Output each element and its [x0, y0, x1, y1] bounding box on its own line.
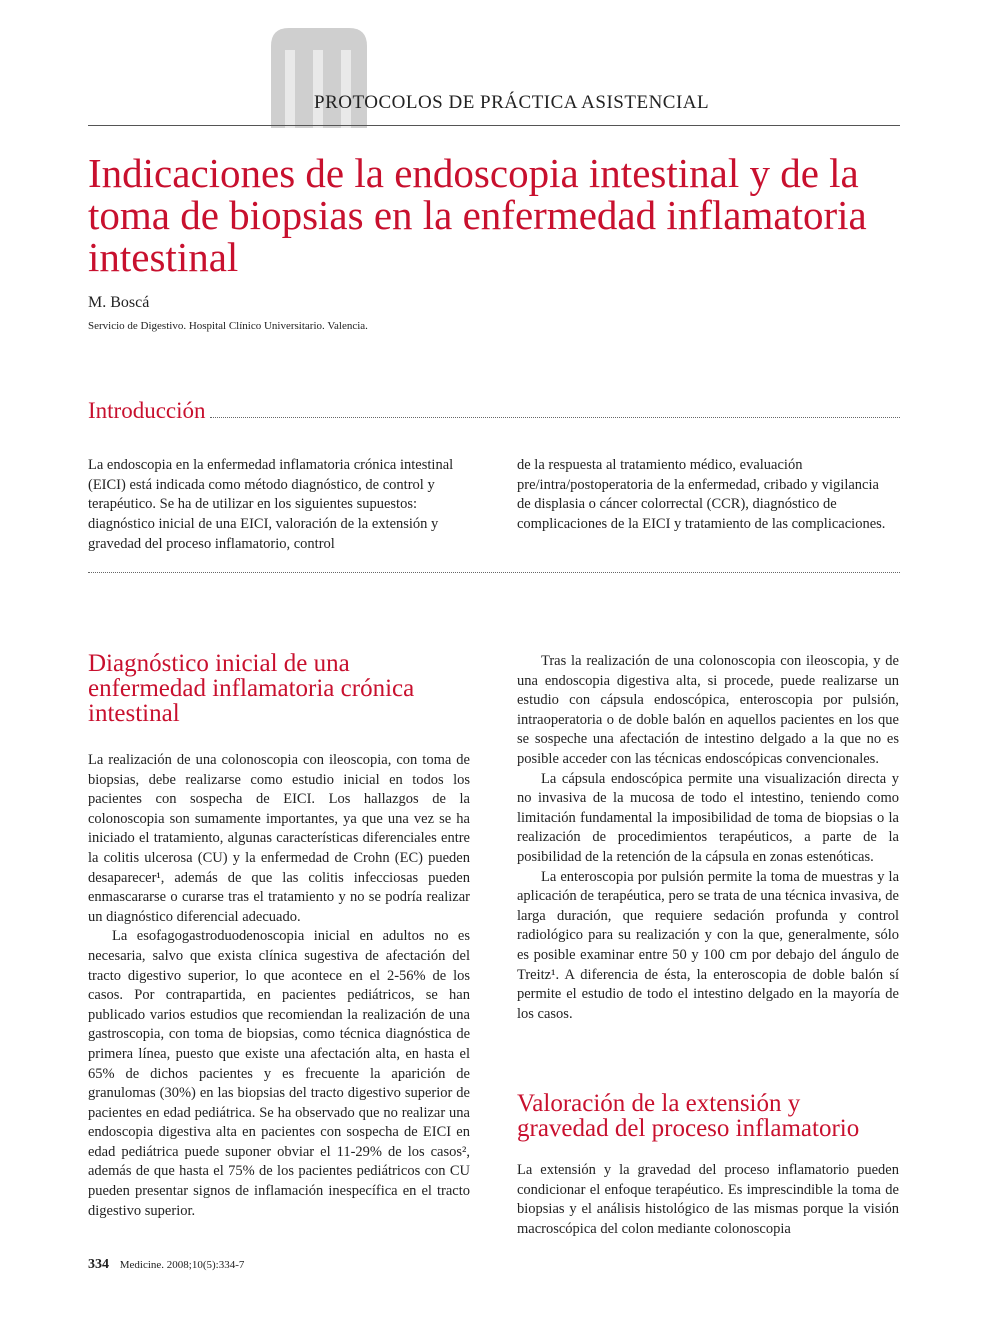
right-column-body-2 — [517, 1161, 899, 1239]
intro-bottom-rule — [88, 572, 900, 573]
section-label: PROTOCOLOS DE PRÁCTICA ASISTENCIAL — [314, 92, 710, 113]
header-rule — [88, 125, 900, 126]
paragraph: La extensión y la gravedad del proceso inflamatorio pueden condicionar el enfoque terapéutico. Es imprescindible la toma de biopsias y el análisis histológico de las mismas porque la visión macroscópica del colon mediante colonoscopia — [517, 1162, 899, 1237]
paragraph: La enteroscopia por pulsión permite la toma de muestras y la aplicación de terapéutica, pero se trata de una técnica invasiva, de larga duración, que requiere sedación profunda y control radiológico para su realización y con la que, generalmente, sólo es posible examinar entre 50 y 100 cm por debajo del ángulo de Treitz¹. A diferencia de ésta, la enteroscopia de doble balón sí permite el estudio de todo el intestino delgado en la mayoría de los casos. — [517, 868, 899, 1022]
paragraph: La cápsula endoscópica permite una visualización directa y no invasiva de la mucosa de todo el intestino, teniendo como limitación fundamental la imposibilidad de toma de biopsias o la realización de procedimientos terapéuticos, a parte de la posibilidad de la retención de la cápsula en zonas estenóticas. — [517, 770, 899, 865]
intro-heading: Introducción — [88, 398, 206, 423]
page-footer — [88, 1257, 244, 1273]
affiliation: Servicio de Digestivo. Hospital Clínico Universitario. Valencia. — [88, 320, 368, 332]
left-column-body — [88, 751, 470, 1221]
dotted-leader — [210, 399, 900, 418]
paragraph: La esofagogastroduodenoscopia inicial en adultos no es necesaria, salvo que exista clínica sugestiva de afectación del tracto digestivo superior, lo que acontece en el 2-56% de los casos. Por contrapartida, en pacientes pediátricos, se han publicado varios estudios que recomiendan la realización de una gastroscopia, con toma de biopsias, como técnica diagnóstica de primera línea, puesto que existe una afectación alta, en hasta el 65% de dichos pacientes y es frecuente la aparición de granulomas (30%) en las biopsias del tracto digestivo superior de pacientes en edad pediátrica. Se ha observado que no realizar una endoscopia digestiva alta en pacientes con sospecha de EICI en edad pediátrica puede suponer obviar el 11-29% de los casos², además de que hasta el 75% de los pacientes pediátricos con CU pueden presentar signos de inflamación inespecífica en el tracto digestivo superior. — [88, 928, 470, 1219]
paragraph: Tras la realización de una colonoscopia con ileoscopia, y de una endoscopia digestiva alta, si procede, puede realizarse un estudio con cápsula endoscópica, enteroscopia por pulsión, intraoperatoria o de doble balón en aquellos pacientes en los que se sospeche una afectación de intestino delgado a la que no es posible acceder con las técnicas endoscópicas convencionales. — [517, 653, 899, 767]
citation: Medicine. 2008;10(5):334-7 — [119, 1259, 245, 1271]
paragraph: La realización de una colonoscopia con ileoscopia, con toma de biopsias, debe realizarse como estudio inicial en todos los pacientes con sospecha de EICI. Los hallazgos de la colonoscopia son sumamente importantes, ya que una vez se ha iniciado el tratamiento, algunas características diferenciales entre la colitis ulcerosa (CU) y la enfermedad de Crohn (EC) pueden desaparecer¹, además de que las colitis infecciosas pueden enmascararse o curarse tras el tratamiento y no se podría realizar un diagnóstico diferencial adecuado. — [88, 752, 470, 925]
page-number: 334 — [88, 1257, 109, 1272]
author: M. Boscá — [88, 294, 150, 311]
intro-heading-row — [88, 398, 900, 428]
article-title: Indicaciones de la endoscopia intestinal y de la toma de biopsias en la enfermedad inflamatoria intestinal — [88, 150, 867, 280]
section-heading-valoracion: Valoración de la extensión y gravedad del proceso inflamatorio — [517, 1090, 860, 1142]
section-heading-diagnostico: Diagnóstico inicial de una enfermedad inflamatoria crónica intestinal — [88, 650, 415, 727]
intro-text-right: de la respuesta al tratamiento médico, evaluación pre/intra/postoperatoria de la enfermedad, cribado y vigilancia de displasia o cáncer colorrectal (CCR), diagnóstico de complicaciones de la EICI y tratamiento de las complicaciones. — [517, 457, 886, 533]
intro-text-left: La endoscopia en la enfermedad inflamatoria crónica intestinal (EICI) está indicada como método diagnóstico, de control y terapéutico. Se ha de utilizar en los siguientes supuestos: diagnóstico inicial de una EICI, valoración de la extensión y gravedad del proceso inflamatorio, control — [88, 457, 454, 552]
right-column-body — [517, 652, 899, 1024]
